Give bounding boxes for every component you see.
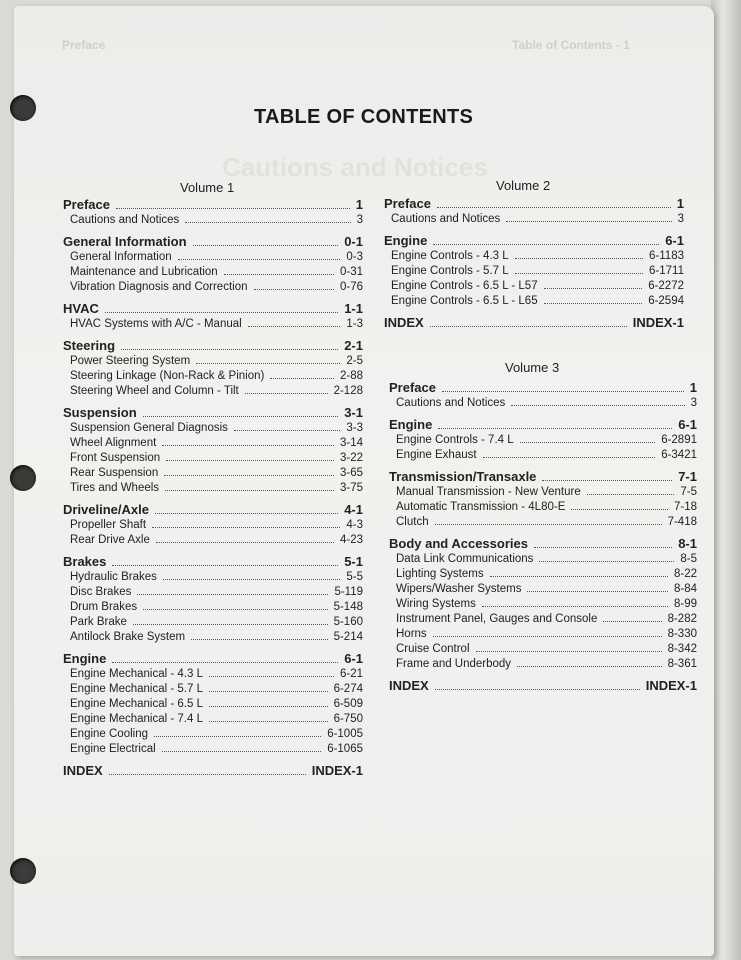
toc-item xyxy=(63,742,363,757)
toc-label: Preface xyxy=(389,380,436,395)
dot-leader xyxy=(437,207,671,208)
toc-item xyxy=(63,570,363,585)
dot-leader xyxy=(133,624,328,625)
dot-leader xyxy=(209,721,328,722)
dot-leader xyxy=(116,208,350,209)
dot-leader xyxy=(164,475,334,476)
toc-label: Engine Controls - 5.7 L xyxy=(391,265,509,277)
dot-leader xyxy=(254,289,334,290)
toc-page-number: 0-76 xyxy=(339,281,363,293)
dot-leader xyxy=(166,460,334,461)
toc-page-number: 8-282 xyxy=(667,613,697,625)
toc-page-number: 3-14 xyxy=(339,437,363,449)
dot-leader xyxy=(476,651,662,652)
toc-label: Manual Transmission - New Venture xyxy=(396,486,581,498)
toc-page-number: 7-18 xyxy=(673,501,697,513)
toc-page-number: 5-160 xyxy=(333,616,363,628)
toc-item xyxy=(63,250,363,265)
toc-item xyxy=(389,567,697,582)
toc-item xyxy=(389,642,697,657)
toc-label: Vibration Diagnosis and Correction xyxy=(70,281,248,293)
toc-section xyxy=(63,301,363,317)
toc-section xyxy=(384,315,684,331)
toc-label: Wiring Systems xyxy=(396,598,476,610)
toc-item xyxy=(384,294,684,309)
toc-label: Engine Controls - 6.5 L - L65 xyxy=(391,295,538,307)
toc-page-number: 3-75 xyxy=(339,482,363,494)
toc-page-number: 6-2891 xyxy=(661,434,697,446)
toc-item xyxy=(63,697,363,712)
toc-label: Brakes xyxy=(63,554,107,569)
dot-leader xyxy=(435,689,640,690)
dot-leader xyxy=(482,606,668,607)
toc-item xyxy=(63,466,363,481)
toc-page-number: 4-3 xyxy=(346,519,363,531)
toc-item xyxy=(63,451,363,466)
toc-page-number: 8-22 xyxy=(673,568,697,580)
toc-page-number: 3-22 xyxy=(339,452,363,464)
toc-page-number: 3-1 xyxy=(344,405,363,420)
toc-label: Tires and Wheels xyxy=(70,482,160,494)
toc-label: Engine Electrical xyxy=(70,743,156,755)
toc-label: Disc Brakes xyxy=(70,586,132,598)
toc-page-number: 3 xyxy=(690,397,697,409)
toc-label: Power Steering System xyxy=(70,355,191,367)
toc-section xyxy=(63,763,363,779)
toc-page-number: INDEX-1 xyxy=(311,763,363,778)
toc-label: Maintenance and Lubrication xyxy=(70,266,218,278)
toc-page-number: 1 xyxy=(689,380,697,395)
dot-leader xyxy=(245,393,328,394)
toc-label: Suspension xyxy=(63,405,137,420)
toc-item xyxy=(63,317,363,332)
toc-page-number: 5-214 xyxy=(333,631,363,643)
toc-label: Transmission/Transaxle xyxy=(389,469,537,484)
toc-item xyxy=(389,627,697,642)
toc-label: INDEX xyxy=(384,315,424,330)
dot-leader xyxy=(137,594,328,595)
toc-label: Horns xyxy=(396,628,427,640)
toc-section xyxy=(384,196,684,212)
toc-page-number: 4-1 xyxy=(344,502,363,517)
toc-page-number: 1 xyxy=(676,196,684,211)
toc-page-number: INDEX-1 xyxy=(632,315,684,330)
toc-page-number: 5-148 xyxy=(333,601,363,613)
dot-leader xyxy=(154,736,321,737)
toc-label: Engine Mechanical - 5.7 L xyxy=(70,683,203,695)
toc-label: Antilock Brake System xyxy=(70,631,186,643)
toc-label: Cruise Control xyxy=(396,643,470,655)
toc-page-number: 6-1711 xyxy=(649,265,684,277)
toc-section xyxy=(389,678,697,694)
toc-label: Suspension General Diagnosis xyxy=(70,422,228,434)
toc-item xyxy=(63,369,363,384)
toc-item xyxy=(63,727,363,742)
toc-page-number: 6-1 xyxy=(665,233,684,248)
toc-page-number: 8-99 xyxy=(673,598,697,610)
toc-page-number: 3-65 xyxy=(339,467,363,479)
toc-section xyxy=(63,338,363,354)
toc-item xyxy=(63,600,363,615)
toc-section xyxy=(63,651,363,667)
toc-page-number: 6-1005 xyxy=(327,728,363,740)
toc-item xyxy=(389,612,697,627)
toc-item xyxy=(63,265,363,280)
toc-section xyxy=(63,405,363,421)
dot-leader xyxy=(433,636,662,637)
toc-label: HVAC Systems with A/C - Manual xyxy=(70,318,242,330)
toc-label: Lighting Systems xyxy=(396,568,484,580)
dot-leader xyxy=(539,561,674,562)
toc-page-number: 0-3 xyxy=(346,251,363,263)
toc-label: Body and Accessories xyxy=(389,536,528,551)
toc-item xyxy=(63,682,363,697)
toc-label: Steering xyxy=(63,338,116,353)
toc-label: Drum Brakes xyxy=(70,601,138,613)
toc-section xyxy=(389,469,697,485)
toc-page-number: 1-1 xyxy=(344,301,363,316)
toc-item xyxy=(384,279,684,294)
dot-leader xyxy=(571,509,668,510)
toc-page-number: 0-1 xyxy=(344,234,363,249)
dot-leader xyxy=(270,378,334,379)
toc-item xyxy=(63,667,363,682)
toc-section xyxy=(63,234,363,250)
dot-leader xyxy=(603,621,661,622)
toc-page-number: 4-23 xyxy=(339,534,363,546)
toc-item xyxy=(63,354,363,369)
toc-label: Park Brake xyxy=(70,616,127,628)
dot-leader xyxy=(162,751,322,752)
toc-label: Automatic Transmission - 4L80-E xyxy=(396,501,566,513)
toc-section xyxy=(389,417,697,433)
toc-label: Preface xyxy=(63,197,110,212)
dot-leader xyxy=(442,391,684,392)
toc-page-number: 2-128 xyxy=(333,385,363,397)
toc-page-number: 8-342 xyxy=(667,643,697,655)
toc-section xyxy=(384,233,684,249)
dot-leader xyxy=(209,676,334,677)
toc-item xyxy=(63,533,363,548)
toc-label: INDEX xyxy=(389,678,429,693)
dot-leader xyxy=(430,326,627,327)
toc-page-number: 6-750 xyxy=(333,713,363,725)
toc-section xyxy=(63,502,363,518)
toc-label: Cautions and Notices xyxy=(396,397,506,409)
toc-item xyxy=(63,630,363,645)
dot-leader xyxy=(517,666,662,667)
dot-leader xyxy=(435,524,662,525)
toc-label: Front Suspension xyxy=(70,452,161,464)
toc-page-number: 6-3421 xyxy=(661,449,697,461)
toc-page-number: 6-21 xyxy=(339,668,363,680)
toc-label: Propeller Shaft xyxy=(70,519,147,531)
toc-label: Engine Mechanical - 6.5 L xyxy=(70,698,203,710)
dot-leader xyxy=(196,363,340,364)
toc-page-number: 1 xyxy=(355,197,363,212)
dot-leader xyxy=(209,691,328,692)
toc-page-number: 2-1 xyxy=(344,338,363,353)
dot-leader xyxy=(152,527,340,528)
toc-page-number: 7-5 xyxy=(680,486,697,498)
toc-label: Rear Suspension xyxy=(70,467,159,479)
toc-item xyxy=(63,481,363,496)
toc-label: Rear Drive Axle xyxy=(70,534,150,546)
dot-leader xyxy=(121,349,338,350)
toc-page-number: 8-361 xyxy=(667,658,697,670)
dot-leader xyxy=(209,706,328,707)
dot-leader xyxy=(155,513,338,514)
toc-label: Engine Controls - 6.5 L - L57 xyxy=(391,280,538,292)
dot-leader xyxy=(544,303,643,304)
dot-leader xyxy=(515,273,643,274)
toc-item xyxy=(63,280,363,295)
toc-item xyxy=(63,421,363,436)
toc-page-number: 6-1 xyxy=(344,651,363,666)
toc-section xyxy=(63,197,363,213)
dot-leader xyxy=(544,288,643,289)
dot-leader xyxy=(178,259,341,260)
toc-label: Engine Mechanical - 4.3 L xyxy=(70,668,203,680)
dot-leader xyxy=(162,445,334,446)
toc-section xyxy=(389,380,697,396)
dot-leader xyxy=(534,547,672,548)
toc-page-number: 6-2272 xyxy=(648,280,684,292)
toc-section xyxy=(63,554,363,570)
toc-page-number: 6-2594 xyxy=(648,295,684,307)
toc-label: Engine Exhaust xyxy=(396,449,477,461)
toc-label: Frame and Underbody xyxy=(396,658,512,670)
toc-page-number: 8-1 xyxy=(678,536,697,551)
toc-item xyxy=(63,585,363,600)
volume-2-heading: Volume 2 xyxy=(496,178,551,193)
toc-item xyxy=(389,500,697,515)
dot-leader xyxy=(109,774,306,775)
binder-hole xyxy=(10,465,36,491)
dot-leader xyxy=(483,457,656,458)
dot-leader xyxy=(506,221,671,222)
volume-3-heading: Volume 3 xyxy=(505,360,560,375)
toc-item xyxy=(389,582,697,597)
toc-label: General Information xyxy=(63,234,187,249)
toc-item xyxy=(63,436,363,451)
toc-page-number: 3-3 xyxy=(346,422,363,434)
volume-1-list xyxy=(63,197,363,779)
dot-leader xyxy=(105,312,338,313)
toc-page-number: 6-1183 xyxy=(649,250,684,262)
toc-page-number: 8-5 xyxy=(680,553,697,565)
toc-label: Clutch xyxy=(396,516,429,528)
binder-hole xyxy=(10,95,36,121)
binder-hole xyxy=(10,858,36,884)
toc-label: Cautions and Notices xyxy=(70,214,180,226)
dot-leader xyxy=(156,542,334,543)
dot-leader xyxy=(433,244,659,245)
toc-label: HVAC xyxy=(63,301,99,316)
bleed-through-heading: Cautions and Notices xyxy=(222,152,488,182)
toc-label: Driveline/Axle xyxy=(63,502,149,517)
toc-page-number: 7-1 xyxy=(678,469,697,484)
volume-1-heading: Volume 1 xyxy=(180,180,235,195)
toc-page-number: 2-5 xyxy=(346,355,363,367)
dot-leader xyxy=(438,428,672,429)
toc-item xyxy=(63,712,363,727)
toc-page-number: 1-3 xyxy=(346,318,363,330)
toc-label: Engine xyxy=(63,651,107,666)
dot-leader xyxy=(163,579,340,580)
dot-leader xyxy=(511,405,684,406)
binder-edge xyxy=(711,0,741,960)
toc-item xyxy=(389,657,697,672)
dot-leader xyxy=(143,416,339,417)
toc-label: Steering Wheel and Column - Tilt xyxy=(70,385,239,397)
toc-label: Engine xyxy=(384,233,428,248)
dot-leader xyxy=(112,565,338,566)
dot-leader xyxy=(542,480,672,481)
toc-label: Steering Linkage (Non-Rack & Pinion) xyxy=(70,370,265,382)
toc-page-number: 6-509 xyxy=(333,698,363,710)
toc-page-number: INDEX-1 xyxy=(645,678,697,693)
toc-page-number: 8-84 xyxy=(673,583,697,595)
dot-leader xyxy=(193,245,339,246)
toc-item xyxy=(389,485,697,500)
toc-page-number: 5-1 xyxy=(344,554,363,569)
toc-page-number: 6-1 xyxy=(678,417,697,432)
toc-item xyxy=(389,448,697,463)
toc-section xyxy=(389,536,697,552)
running-header-left: Preface xyxy=(62,38,106,52)
dot-leader xyxy=(185,222,350,223)
toc-label: Wheel Alignment xyxy=(70,437,157,449)
toc-label: Instrument Panel, Gauges and Console xyxy=(396,613,598,625)
dot-leader xyxy=(191,639,328,640)
toc-label: General Information xyxy=(70,251,172,263)
toc-item xyxy=(63,615,363,630)
dot-leader xyxy=(490,576,668,577)
dot-leader xyxy=(234,430,340,431)
toc-item xyxy=(389,396,697,411)
toc-item xyxy=(389,597,697,612)
running-header-right: Table of Contents - 1 xyxy=(512,38,630,52)
toc-label: Engine Controls - 4.3 L xyxy=(391,250,509,262)
toc-item xyxy=(384,264,684,279)
dot-leader xyxy=(587,494,675,495)
dot-leader xyxy=(527,591,668,592)
volume-2-list xyxy=(384,196,684,331)
dot-leader xyxy=(248,326,341,327)
toc-label: Engine Mechanical - 7.4 L xyxy=(70,713,203,725)
toc-label: Cautions and Notices xyxy=(391,213,501,225)
toc-page-number: 0-31 xyxy=(339,266,363,278)
toc-item xyxy=(63,518,363,533)
dot-leader xyxy=(515,258,643,259)
toc-label: Wipers/Washer Systems xyxy=(396,583,522,595)
dot-leader xyxy=(143,609,327,610)
toc-label: Hydraulic Brakes xyxy=(70,571,157,583)
toc-item xyxy=(389,515,697,530)
toc-item xyxy=(384,212,684,227)
volume-3-list xyxy=(389,380,697,694)
dot-leader xyxy=(520,442,656,443)
toc-label: Data Link Communications xyxy=(396,553,534,565)
toc-page-number: 3 xyxy=(677,213,684,225)
toc-page-number: 6-274 xyxy=(333,683,363,695)
dot-leader xyxy=(165,490,334,491)
toc-page-number: 5-5 xyxy=(346,571,363,583)
toc-page-number: 5-119 xyxy=(334,586,363,598)
toc-item xyxy=(389,552,697,567)
toc-item xyxy=(63,384,363,399)
toc-item xyxy=(384,249,684,264)
toc-page-number: 3 xyxy=(356,214,363,226)
toc-page-number: 2-88 xyxy=(339,370,363,382)
toc-item xyxy=(389,433,697,448)
toc-page-number: 8-330 xyxy=(667,628,697,640)
toc-label: Engine Cooling xyxy=(70,728,149,740)
page-title: TABLE OF CONTENTS xyxy=(254,106,474,128)
toc-label: Preface xyxy=(384,196,431,211)
dot-leader xyxy=(224,274,334,275)
toc-item xyxy=(63,213,363,228)
toc-label: Engine xyxy=(389,417,433,432)
toc-page-number: 6-1065 xyxy=(327,743,363,755)
dot-leader xyxy=(112,662,338,663)
toc-label: INDEX xyxy=(63,763,103,778)
toc-page-number: 7-418 xyxy=(667,516,697,528)
toc-label: Engine Controls - 7.4 L xyxy=(396,434,514,446)
